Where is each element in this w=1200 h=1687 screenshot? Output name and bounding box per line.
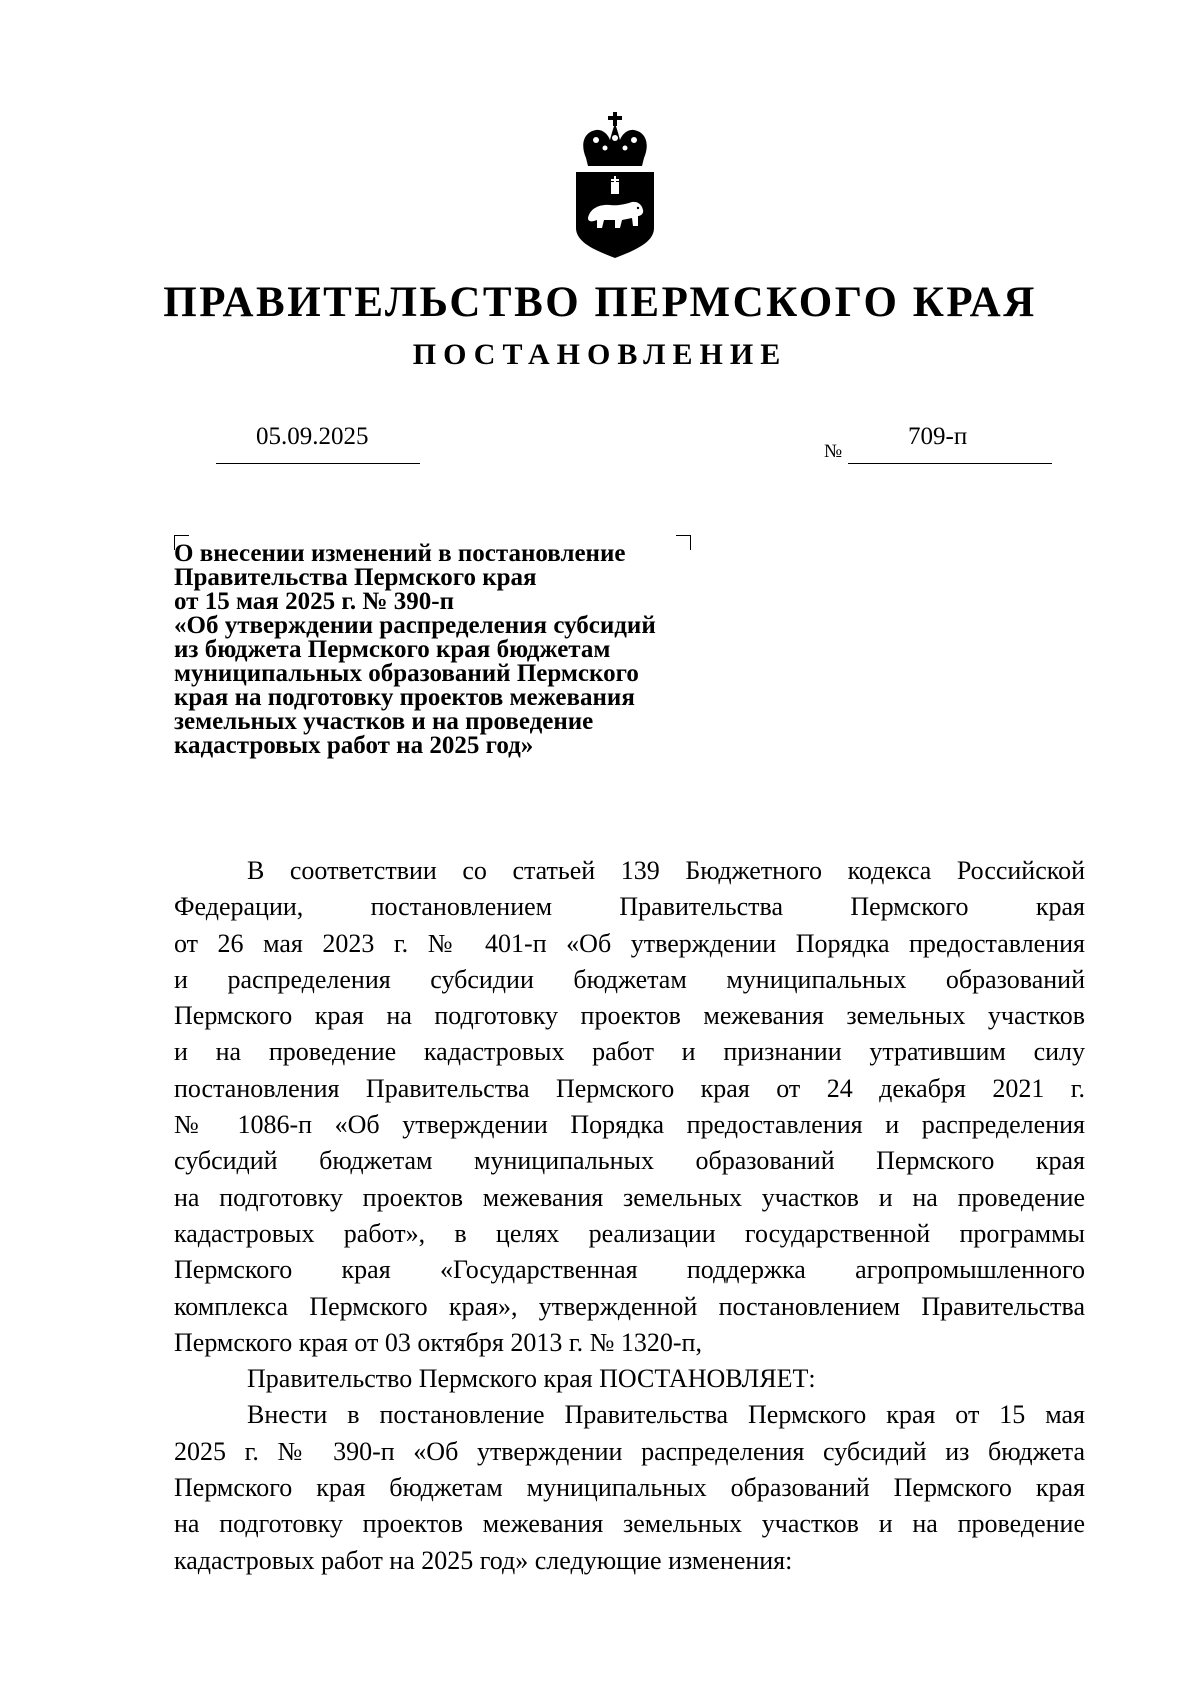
document-body [174,853,1085,1579]
body-line: Пермского края на подготовку проектов межевания земельных участков [174,1001,1085,1031]
document-number-field [824,423,1052,463]
document-date: 05.09.2025 [256,423,369,450]
subject-line: из бюджета Пермского края бюджетам [174,636,611,663]
body-line: и на проведение кадастровых работ и признании утратившим силу [174,1037,1085,1067]
body-line: Федерации, постановлением Правительства Пермского края [174,892,1085,922]
body-line: Пермского края «Государственная поддержка агропромышленного [174,1255,1085,1285]
subject-line: Правительства Пермского края [174,564,537,591]
number-underline [848,423,1052,464]
perm-krai-coat-of-arms-icon [570,110,660,260]
resolution-paragraph [174,1361,1085,1397]
body-line: В соответствии со статьей 139 Бюджетного кодекса Российской [247,856,1085,885]
subject-line: муниципальных образований Пермского [174,660,639,687]
document-date-field [216,423,420,464]
document-type: ПОСТАНОВЛЕНИЕ [412,338,788,371]
body-line: постановления Правительства Пермского края от 24 декабря 2021 г. [174,1073,1085,1103]
body-line: от 26 мая 2023 г. № 401-п «Об утверждении Порядка предоставления [174,928,1085,958]
body-line: Пермского края от 03 октября 2013 г. № 1320-п, [174,1327,702,1357]
subject-line: О внесении изменений в постановление [174,540,626,567]
subject-line: «Об утверждении распределения субсидий [174,612,656,639]
number-sign: № [824,441,843,462]
body-line: 2025 г. № 390-п «Об утверждении распределения субсидий из бюджета [174,1436,1085,1466]
body-line: и распределения субсидии бюджетам муниципальных образований [174,964,1085,994]
resolution-line: Правительство Пермского края ПОСТАНОВЛЯЕТ: [247,1364,816,1394]
document-number: 709-п [908,423,968,450]
body-line: № 1086-п «Об утверждении Порядка предоставления и распределения [174,1110,1085,1140]
document-subject [174,542,734,758]
body-line: Пермского края бюджетам муниципальных образований Пермского края [174,1473,1085,1503]
body-line: кадастровых работ», в целях реализации государственной программы [174,1218,1085,1248]
subject-line: земельных участков и на проведение [174,708,594,735]
body-line: на подготовку проектов межевания земельных участков и на проведение [174,1182,1085,1212]
subject-line: от 15 мая 2025 г. № 390-п [174,588,454,615]
body-line: Внести в постановление Правительства Пермского края от 15 мая [247,1400,1085,1430]
body-line: комплекса Пермского края», утвержденной постановлением Правительства [174,1291,1085,1321]
subject-line: края на подготовку проектов межевания [174,684,635,711]
amendment-paragraph [174,1397,1085,1578]
body-line: кадастровых работ на 2025 год» следующие изменения: [174,1545,793,1575]
preamble-paragraph [174,853,1085,1361]
body-line: субсидий бюджетам муниципальных образований Пермского края [174,1146,1085,1176]
body-line: на подготовку проектов межевания земельных участков и на проведение [174,1509,1085,1539]
government-title: ПРАВИТЕЛЬСТВО ПЕРМСКОГО КРАЯ [163,279,1037,326]
subject-line: кадастровых работ на 2025 год» [174,732,534,759]
